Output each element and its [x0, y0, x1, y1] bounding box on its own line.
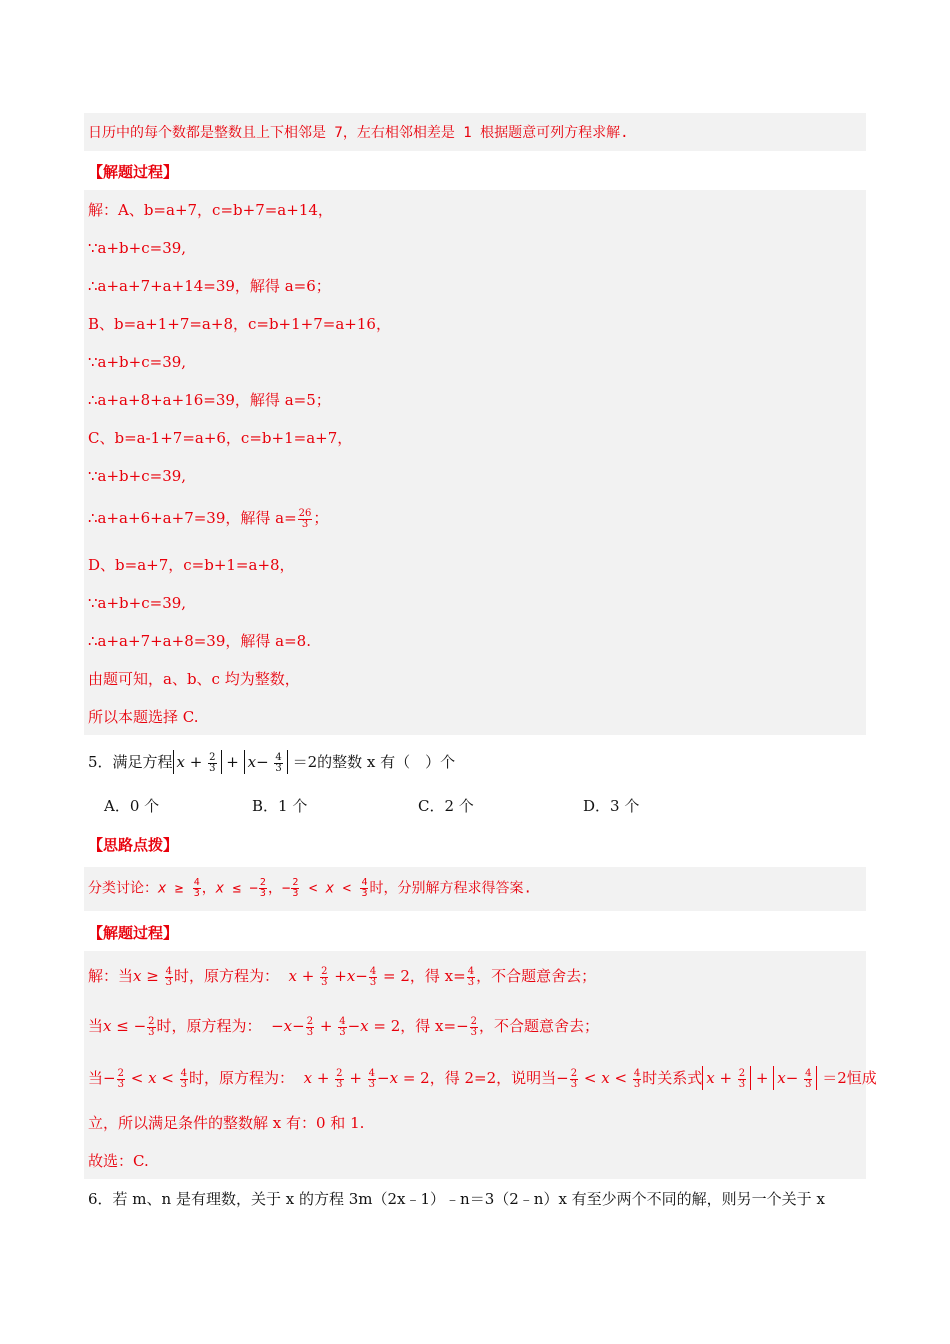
solution-line: C、b=a-1+7=a+6，c=b+1=a+7，	[88, 429, 353, 447]
option-b[interactable]: B．1 个	[252, 797, 308, 815]
solution-5-line-5: 故选：C.	[88, 1152, 149, 1170]
option-d[interactable]: D．3 个	[583, 797, 640, 815]
solution-line: 所以本题选择 C.	[88, 708, 199, 726]
solution-5-line-3: 当− $\frac{2}{3}$ < x < $\frac{4}{3}$ 时，原方程为： x + $\frac{2}{3}$ + $\frac{4}{3}$ −x = 2，得 2=2，说明当− $\frac{2}{3}$ < x < $\frac{4}{3}$ 时关系式 x + $\frac{2}{3}$ + x− $\frac{4}{3}$ ＝2恒成	[88, 1067, 877, 1090]
solution-line: ∵a+b+c=39,	[88, 353, 187, 371]
solution-line: ∴a+a+7+a+14=39，解得 a=6；	[88, 277, 331, 295]
option-c[interactable]: C．2 个	[418, 797, 474, 815]
process-header-4: 【解题过程】	[88, 163, 179, 181]
hint-text-5: 分类讨论：x ≥ $\frac{4}{3}$ ，x ≤ − $\frac{2}{3}$ ，− $\frac{2}{3}$ < x < $\frac{4}{3}$ 时，分别解方程求得答案.	[88, 877, 532, 899]
solution-line: 解：A、b=a+7，c=b+7=a+14，	[88, 201, 333, 219]
solution-line: D、b=a+7，c=b+1=a+8，	[88, 556, 295, 574]
solution-line: B、b=a+1+7=a+8，c=b+1+7=a+16，	[88, 315, 391, 333]
solution-box-4	[84, 190, 866, 735]
question-5: 5．满足方程 x + $\frac{2}{3}$ + x− $\frac{4}{3}$ ＝2的整数 x 有（ ）个	[88, 751, 456, 774]
solution-line: ∵a+b+c=39,	[88, 594, 187, 612]
solution-line: ∵a+b+c=39,	[88, 239, 187, 257]
solution-text: ∴a+a+6+a+7=39，解得 a=	[88, 509, 297, 527]
solution-5-line-1: 解：当x ≥ $\frac{4}{3}$ 时，原方程为： x + $\frac{2}{3}$ +x− $\frac{4}{3}$ = 2，得 x= $\frac{4}{3}$ ，不合题意舍去；	[88, 965, 597, 988]
hint-header-5: 【思路点拨】	[88, 836, 179, 854]
solution-5-line-4: 立，所以满足条件的整数解 x 有：0 和 1.	[88, 1114, 365, 1132]
solution-line: ∴a+a+7+a+8=39，解得 a=8.	[88, 632, 311, 650]
solution-line-frac: ∴a+a+6+a+7=39，解得 a= $\frac{26}{3}$ ；	[88, 507, 329, 530]
solution-line: 由题可知，a、b、c 均为整数，	[88, 670, 300, 688]
question-6: 6．若 m、n 是有理数，关于 x 的方程 3m（2x﹣1）﹣n＝3（2﹣n）x 有至少两个不同的解，则另一个关于 x	[88, 1190, 825, 1208]
fraction: $\frac{26}{3}$	[298, 507, 312, 530]
solution-line: ∵a+b+c=39,	[88, 467, 187, 485]
option-a[interactable]: A．0 个	[104, 797, 160, 815]
abs-expr: x + $\frac{2}{3}$	[173, 750, 222, 774]
abs-expr: x− $\frac{4}{3}$	[244, 750, 288, 774]
process-header-5: 【解题过程】	[88, 924, 179, 942]
hint-text: 日历中的每个数都是整数且上下相邻是 7，左右相邻相差是 1 根据题意可列方程求解.	[88, 125, 629, 141]
solution-line: ∴a+a+8+a+16=39，解得 a=5；	[88, 391, 331, 409]
solution-5-line-2: 当x ≤ − $\frac{2}{3}$ 时，原方程为： −x− $\frac{2}{3}$ + $\frac{4}{3}$ −x = 2，得 x=− $\frac{2}{3}$ ，不合题意舍去；	[88, 1015, 600, 1038]
